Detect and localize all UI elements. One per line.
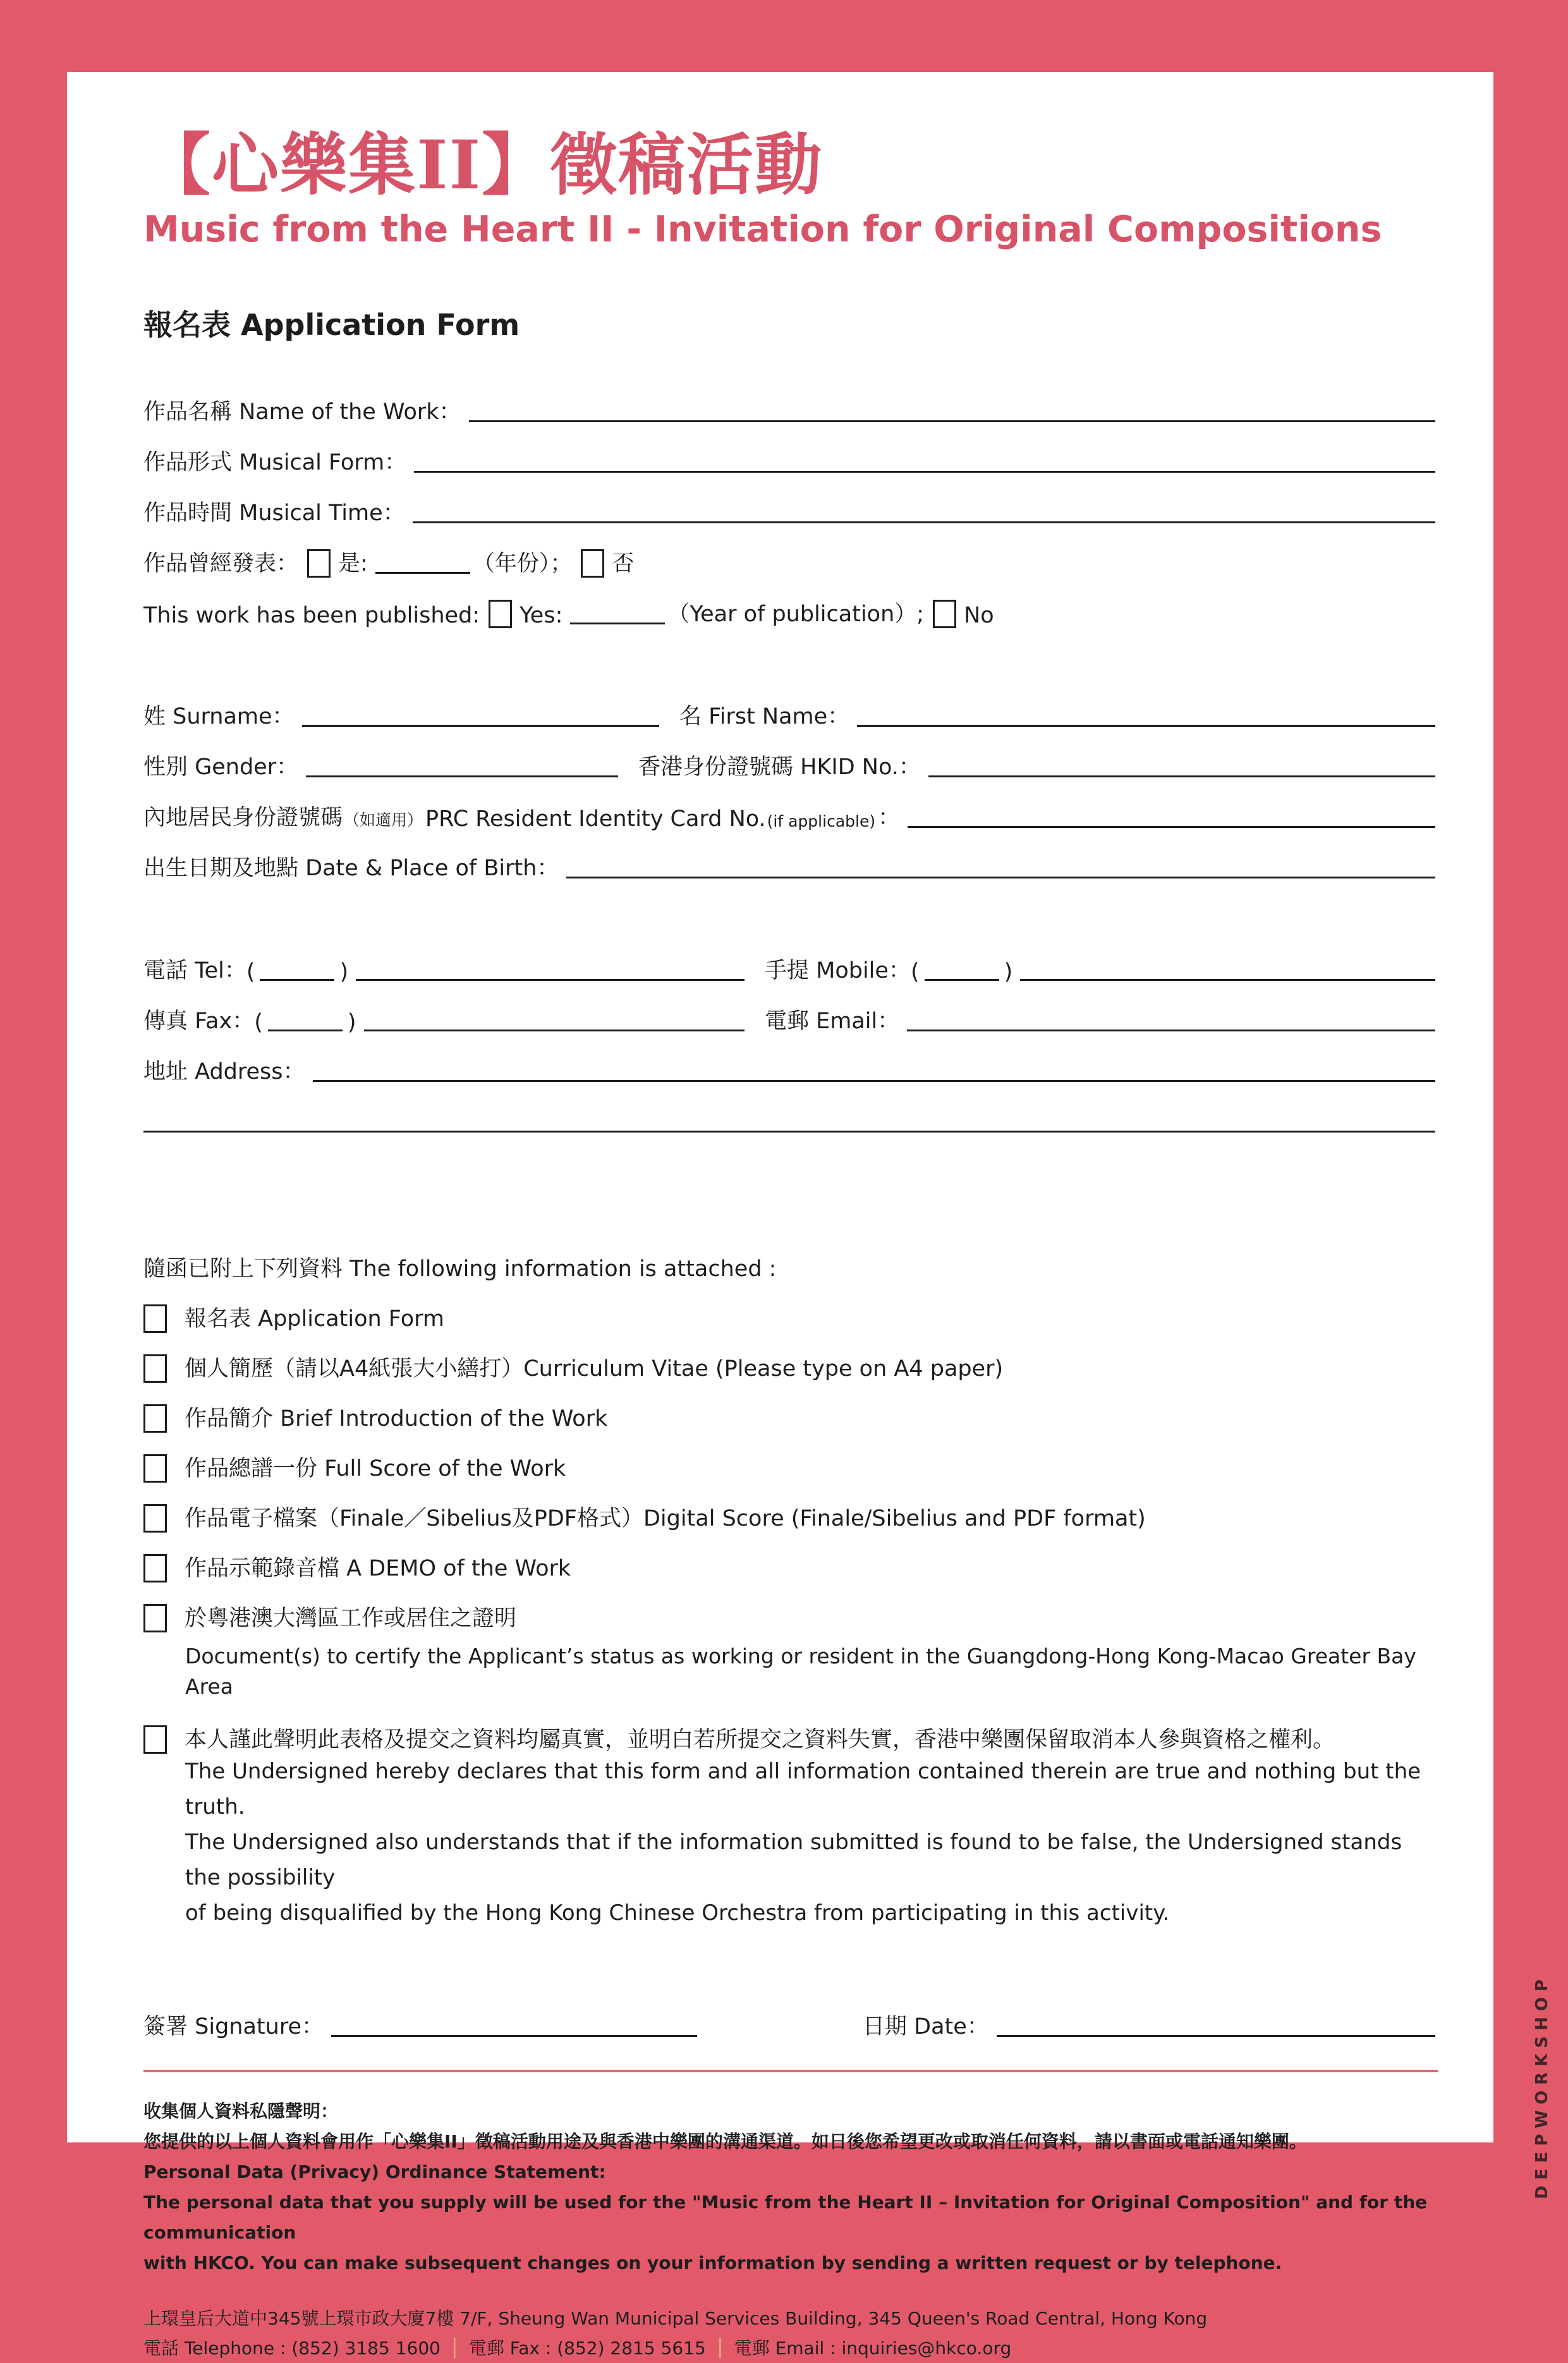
page-title: 【心樂集II】徵稿活動 (143, 125, 824, 204)
mobile-area-input-line[interactable] (925, 978, 999, 981)
footer-contact-line (143, 2333, 1438, 2363)
name-row (143, 680, 1438, 731)
published-en-row (143, 578, 1438, 628)
fax-area-input-line[interactable] (268, 1029, 343, 1031)
attachment-label: 作品總譜一份 Full Score of the Work (185, 1455, 566, 1481)
attachment-checkbox-demo[interactable] (143, 1554, 167, 1582)
prc-id-note-en: (if applicable) (767, 811, 876, 830)
published-cn-year-label: （年份）； (472, 550, 573, 576)
fax-paren-open: ( (254, 1009, 263, 1035)
published-cn-no-label: 否 (612, 550, 635, 576)
fax-email-row (143, 985, 1438, 1035)
date-input-line[interactable] (997, 2034, 1435, 2037)
published-en-year-label: （Year of publication）; (667, 601, 925, 627)
address-input-line-2[interactable] (143, 1130, 1435, 1133)
published-en-label: This work has been published: (143, 602, 480, 628)
address-row (143, 1035, 1438, 1086)
attachment-checkbox-gba-proof[interactable] (143, 1604, 167, 1632)
mobile-input-line[interactable] (1020, 978, 1435, 981)
attachments-heading: 隨函已附上下列資料 The following information is attached : (143, 1256, 777, 1282)
tel-label: 電話 Tel： (143, 957, 246, 983)
attachment-item-full-score (143, 1433, 1438, 1483)
published-cn-yes-checkbox[interactable] (307, 549, 331, 578)
attachment-item-cv (143, 1333, 1438, 1383)
attachment-item-demo (143, 1533, 1438, 1582)
first-name-label: 名 First Name： (679, 703, 850, 729)
email-label: 電郵 Email： (765, 1008, 900, 1034)
date-label: 日期 Date： (863, 2014, 989, 2040)
published-cn-row (143, 527, 1438, 578)
attachment-checkbox-full-score[interactable] (143, 1454, 167, 1483)
gender-hkid-row (143, 731, 1438, 781)
privacy-heading-en: Personal Data (Privacy) Ordinance Statement: (143, 2161, 606, 2183)
address-row-2 (143, 1086, 1438, 1136)
address-label: 地址 Address： (143, 1059, 305, 1084)
privacy-body-en-line2: with HKCO. You can make subsequent changes on your information by sending a written request or by telephone. (143, 2252, 1282, 2274)
surname-label: 姓 Surname： (143, 703, 295, 729)
footer-telephone: 電話 Telephone : (852) 3185 1600 (143, 2338, 441, 2359)
address-input-line[interactable] (313, 1079, 1435, 1082)
published-cn-no-checkbox[interactable] (581, 549, 604, 578)
prc-id-colon: ： (878, 805, 901, 830)
fax-paren-close: ) (347, 1009, 356, 1035)
privacy-body-en-line1: The personal data that you supply will be used for the "Music from the Heart II – Invitation for Original Composition" and for the communication (143, 2192, 1428, 2244)
privacy-heading-cn: 收集個人資料私隱聲明： (143, 2101, 339, 2122)
published-cn-year-input-line[interactable] (375, 571, 470, 574)
published-cn-label: 作品曾經發表： (143, 550, 299, 576)
attachment-gba-proof-subtext: Document(s) to certify the Applicant’s status as working or resident in the Guangdong-Hong Kong-Macao Greater Bay Area (185, 1643, 1416, 1699)
mobile-paren-close: ) (1004, 959, 1013, 985)
attachment-item-digital-score (143, 1483, 1438, 1533)
gender-label: 性別 Gender： (143, 754, 299, 780)
tel-mobile-row (143, 934, 1438, 985)
email-input-line[interactable] (907, 1029, 1435, 1031)
declaration-text-en-line3: of being disqualified by the Hong Kong Chinese Orchestra from participating in this activity. (185, 1900, 1170, 1926)
published-en-no-label: No (964, 602, 994, 628)
attachment-checkbox-application-form[interactable] (143, 1304, 167, 1333)
tel-area-input-line[interactable] (260, 978, 334, 981)
attachment-label: 作品電子檔案（Finale／Sibelius及PDF格式）Digital Score (Finale/Sibelius and PDF format) (185, 1505, 1146, 1531)
mobile-label: 手提 Mobile： (765, 957, 911, 983)
musical-time-input-line[interactable] (413, 521, 1435, 523)
attachment-label: 作品示範錄音檔 A DEMO of the Work (185, 1555, 571, 1581)
tel-input-line[interactable] (356, 978, 744, 981)
prc-id-input-line[interactable] (908, 825, 1435, 828)
attachment-label: 作品簡介 Brief Introduction of the Work (185, 1406, 608, 1431)
fax-input-line[interactable] (364, 1029, 744, 1031)
attachment-label: 報名表 Application Form (185, 1306, 444, 1332)
signature-input-line[interactable] (331, 2034, 697, 2037)
declaration-text-en-line1: The Undersigned hereby declares that this form and all information contained therein are true and nothing but the truth. (185, 1759, 1421, 1820)
hkid-input-line[interactable] (928, 775, 1435, 777)
work-name-input-line[interactable] (469, 420, 1435, 422)
prc-id-row (143, 781, 1438, 832)
work-name-row (143, 375, 1438, 426)
birth-label: 出生日期及地點 Date & Place of Birth： (143, 855, 559, 881)
declaration-text-cn: 本人謹此聲明此表格及提交之資料均屬真實，並明白若所提交之資料失實，香港中樂團保留取消本人參與資格之權利。 (185, 1727, 1335, 1753)
musical-form-input-line[interactable] (414, 470, 1435, 473)
footer-separator: │ (449, 2338, 460, 2359)
declaration-item (143, 1704, 1438, 1754)
published-en-yes-label: Yes: (520, 602, 563, 628)
privacy-body-cn: 您提供的以上個人資料會用作「心樂集II」徵稿活動用途及與香港中樂團的溝通渠道。如日後您希望更改或取消任何資料，請以書面或電話通知樂團。 (143, 2131, 1307, 2153)
fax-label: 傳真 Fax： (143, 1008, 255, 1034)
page-subtitle: Music from the Heart II - Invitation for Original Compositions (143, 208, 1382, 250)
first-name-input-line[interactable] (857, 724, 1435, 727)
attachment-checkbox-digital-score[interactable] (143, 1504, 167, 1533)
attachment-label: 個人簡歷（請以A4紙張大小繕打）Curriculum Vitae (Please type on A4 paper) (185, 1356, 1004, 1382)
prc-id-label-en: PRC Resident Identity Card No. (425, 806, 766, 832)
hkid-label: 香港身份證號碼 HKID No.： (638, 754, 921, 780)
declaration-checkbox[interactable] (143, 1725, 167, 1754)
surname-input-line[interactable] (302, 724, 659, 727)
watermark-vertical-text: DEEPWORKSHOP (1533, 1974, 1552, 2199)
attachment-checkbox-cv[interactable] (143, 1354, 167, 1383)
signature-date-row (143, 1989, 1438, 2041)
attachment-label: 於粵港澳大灣區工作或居住之證明 (185, 1605, 517, 1631)
musical-time-row (143, 477, 1438, 527)
musical-time-label: 作品時間 Musical Time： (143, 500, 405, 526)
tel-paren-open: ( (246, 959, 255, 985)
published-en-year-input-line[interactable] (570, 622, 665, 624)
section-heading: 報名表 Application Form (143, 307, 520, 342)
attachment-item-application-form (143, 1283, 1438, 1333)
footer-email: 電郵 Email : inquiries@hkco.org (734, 2338, 1012, 2359)
title-roman-numeral: II (416, 125, 482, 204)
work-name-label: 作品名稱 Name of the Work： (143, 399, 461, 425)
attachment-item-brief-introduction (143, 1383, 1438, 1433)
birth-input-line[interactable] (566, 876, 1435, 878)
footer-fax: 電郵 Fax : (852) 2815 5615 (468, 2338, 706, 2359)
prc-id-label-cn: 內地居民身份證號碼 (143, 805, 343, 830)
published-cn-yes-label: 是: (338, 550, 368, 576)
published-en-yes-checkbox[interactable] (489, 600, 512, 628)
published-en-no-checkbox[interactable] (933, 600, 956, 628)
gender-input-line[interactable] (306, 775, 618, 777)
pink-divider (143, 2070, 1438, 2072)
tel-paren-close: ) (339, 959, 349, 985)
declaration-text-en-line2: The Undersigned also understands that if the information submitted is found to be false, the Undersigned stands the possibility (185, 1830, 1402, 1891)
attachment-item-gba-proof (143, 1582, 1438, 1632)
mobile-paren-open: ( (910, 959, 920, 985)
musical-form-label: 作品形式 Musical Form： (143, 449, 407, 475)
birth-row (143, 832, 1438, 882)
footer-separator: │ (714, 2338, 726, 2359)
prc-id-note-cn: （如適用） (344, 810, 423, 829)
signature-label: 簽署 Signature： (143, 2014, 324, 2040)
musical-form-row (143, 426, 1438, 477)
attachment-checkbox-brief-introduction[interactable] (143, 1404, 167, 1433)
form-page (67, 72, 1493, 2359)
footer-address: 上環皇后大道中345號上環市政大廈7樓 7/F, Sheung Wan Municipal Services Building, 345 Queen's Road Central, Hong Kong (143, 2308, 1208, 2330)
